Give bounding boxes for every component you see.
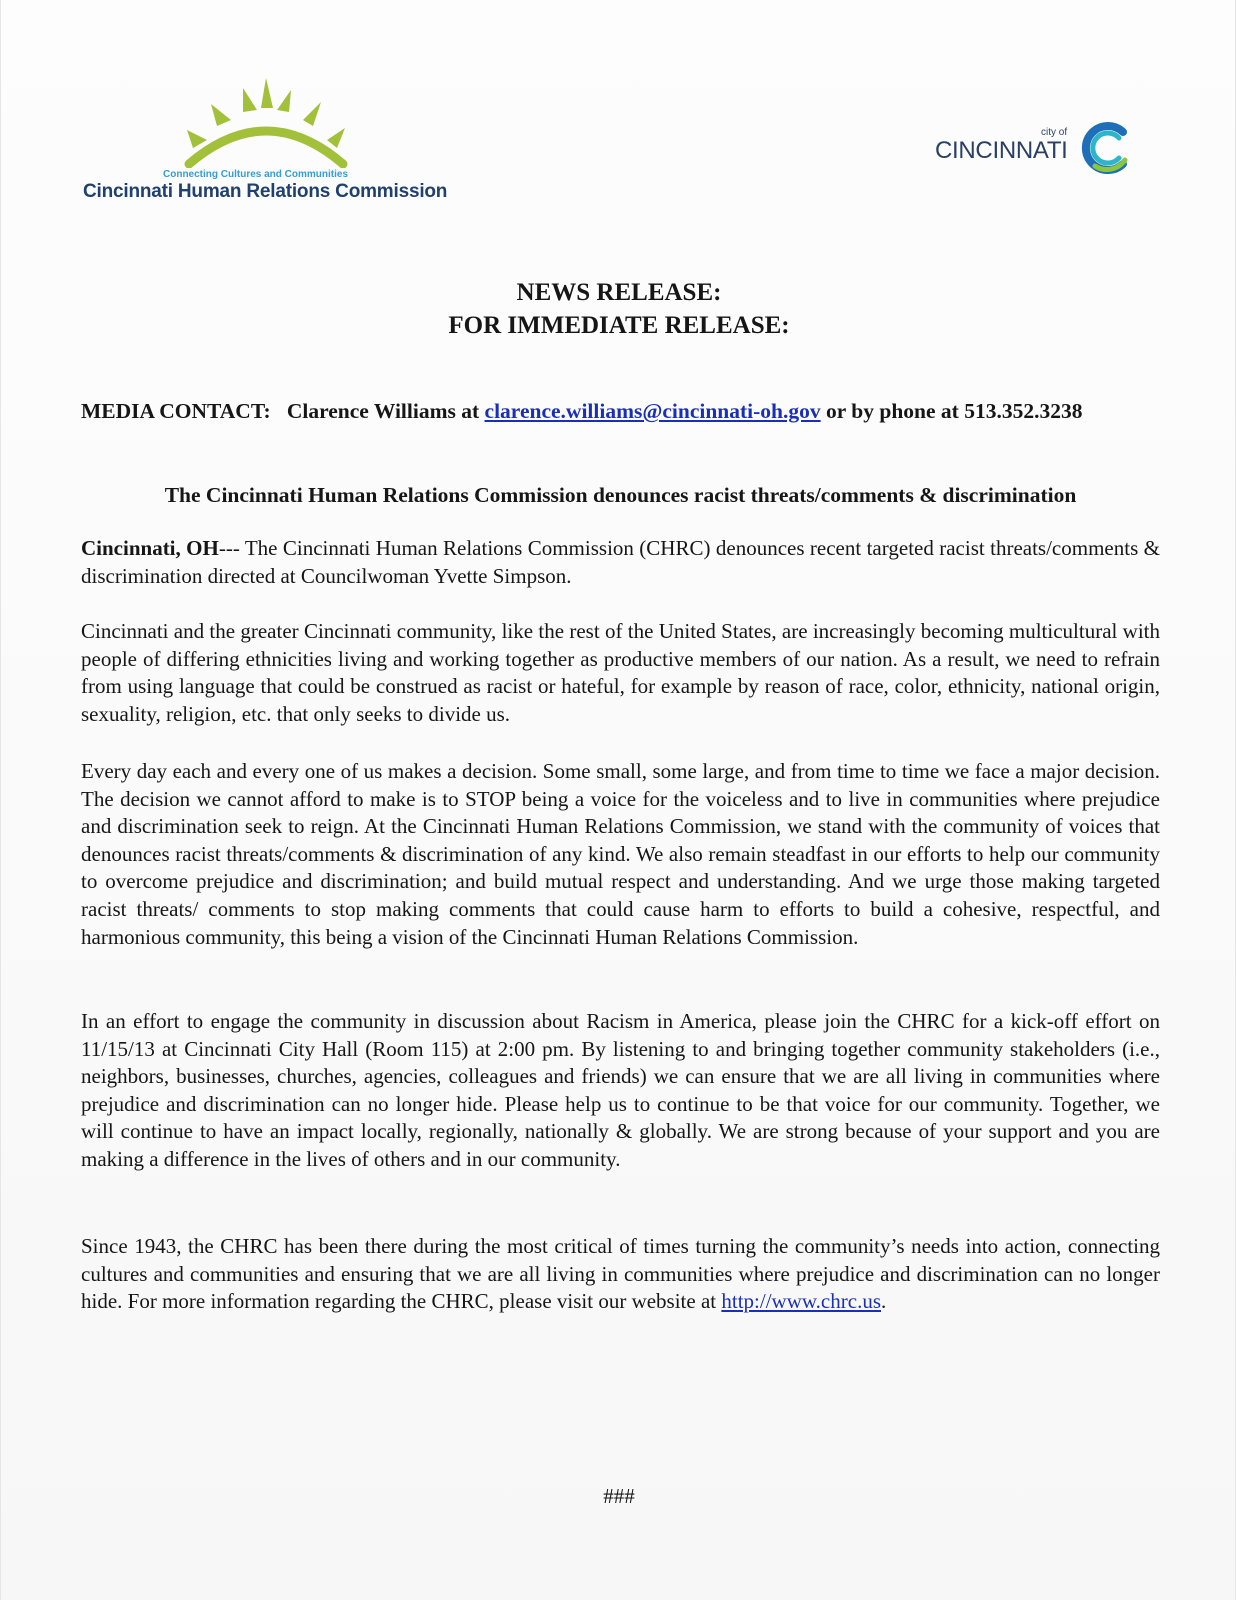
city-c-ring-icon	[1077, 120, 1133, 176]
news-release-heading: NEWS RELEASE:	[516, 279, 722, 306]
chrc-name: Cincinnati Human Relations Commission	[83, 181, 448, 202]
paragraph-4: In an effort to engage the community in discussion about Racism in America, please join the CHRC for a kick-off effort on 11/15/13 at Cincinnati City Hall (Room 115) at 2:00 pm. By listening to and bringing together community stakeholders (i.e., neighbors, businesses, churches, agencies, colleagues and friends) we can ensure that we are all living in communities where prejudice and discrimination can no longer hide. Please help us to continue to be that voice for our community. Together, we will continue to have an impact locally, regionally, nationally & globally. We are strong because of your support and you are making a difference in the lives of others and in our community.	[81, 1009, 1160, 1171]
paragraph-5	[81, 1233, 1160, 1316]
paragraph-1	[81, 535, 1160, 590]
chrc-logo	[81, 78, 461, 208]
end-mark: ###	[603, 1484, 635, 1508]
dateline: Cincinnati, OH	[81, 536, 219, 560]
immediate-release-heading: FOR IMMEDIATE RELEASE:	[448, 312, 790, 339]
sun-rays-icon	[181, 78, 351, 168]
media-contact-phone: 513.352.3238	[964, 399, 1083, 423]
chrc-website-link[interactable]: http://www.chrc.us	[721, 1289, 881, 1314]
city-of-label: city of	[1041, 127, 1068, 138]
city-of-cincinnati-logo	[933, 120, 1143, 180]
city-name: CINCINNATI	[935, 137, 1068, 164]
paragraph-5-end: .	[881, 1289, 887, 1314]
media-contact	[81, 397, 1160, 425]
media-contact-label: MEDIA CONTACT:	[81, 399, 271, 423]
paragraph-5-text: Since 1943, the CHRC has been there during the most critical of times turning the community’s needs into action, connecting cultures and communities and ensuring that we are all living in communities where prejudice and discrimination can no longer hide. For more information regarding the CHRC, please visit our website at	[81, 1234, 1160, 1314]
media-contact-phone-prefix: or by phone at	[826, 399, 959, 423]
chrc-tagline: Connecting Cultures and Communities	[163, 169, 349, 180]
release-headline: The Cincinnati Human Relations Commission denounces racist threats/comments & discrimination	[164, 483, 1077, 507]
paragraph-2: Cincinnati and the greater Cincinnati community, like the rest of the United States, are increasingly becoming multicultural with people of differing ethnicities living and working together as productive members of our nation. As a result, we need to refrain from using language that could be construed as racist or hateful, for example by reason of race, color, ethnicity, national origin, sexuality, religion, etc. that only seeks to divide us.	[81, 619, 1160, 726]
media-contact-person: Clarence Williams at	[286, 399, 480, 423]
media-contact-email-link[interactable]: clarence.williams@cincinnati-oh.gov	[484, 399, 821, 423]
paragraph-3: Every day each and every one of us makes a decision. Some small, some large, and from time to time we face a major decision. The decision we cannot afford to make is to STOP being a voice for the voiceless and to live in communities where prejudice and discrimination seek to reign. At the Cincinnati Human Relations Commission, we stand with the community of voices that denounces racist threats/comments & discrimination of any kind. We also remain steadfast in our efforts to help our community to overcome prejudice and discrimination; and build mutual respect and understanding. And we urge those making targeted racist threats/ comments to stop making comments that could cause harm to efforts to build a cohesive, respectful, and harmonious community, this being a vision of the Cincinnati Human Relations Commission.	[81, 759, 1160, 949]
paragraph-1-text: --- The Cincinnati Human Relations Commission (CHRC) denounces recent targeted racist threats/comments & discrimination directed at Councilwoman Yvette Simpson.	[81, 536, 1160, 588]
